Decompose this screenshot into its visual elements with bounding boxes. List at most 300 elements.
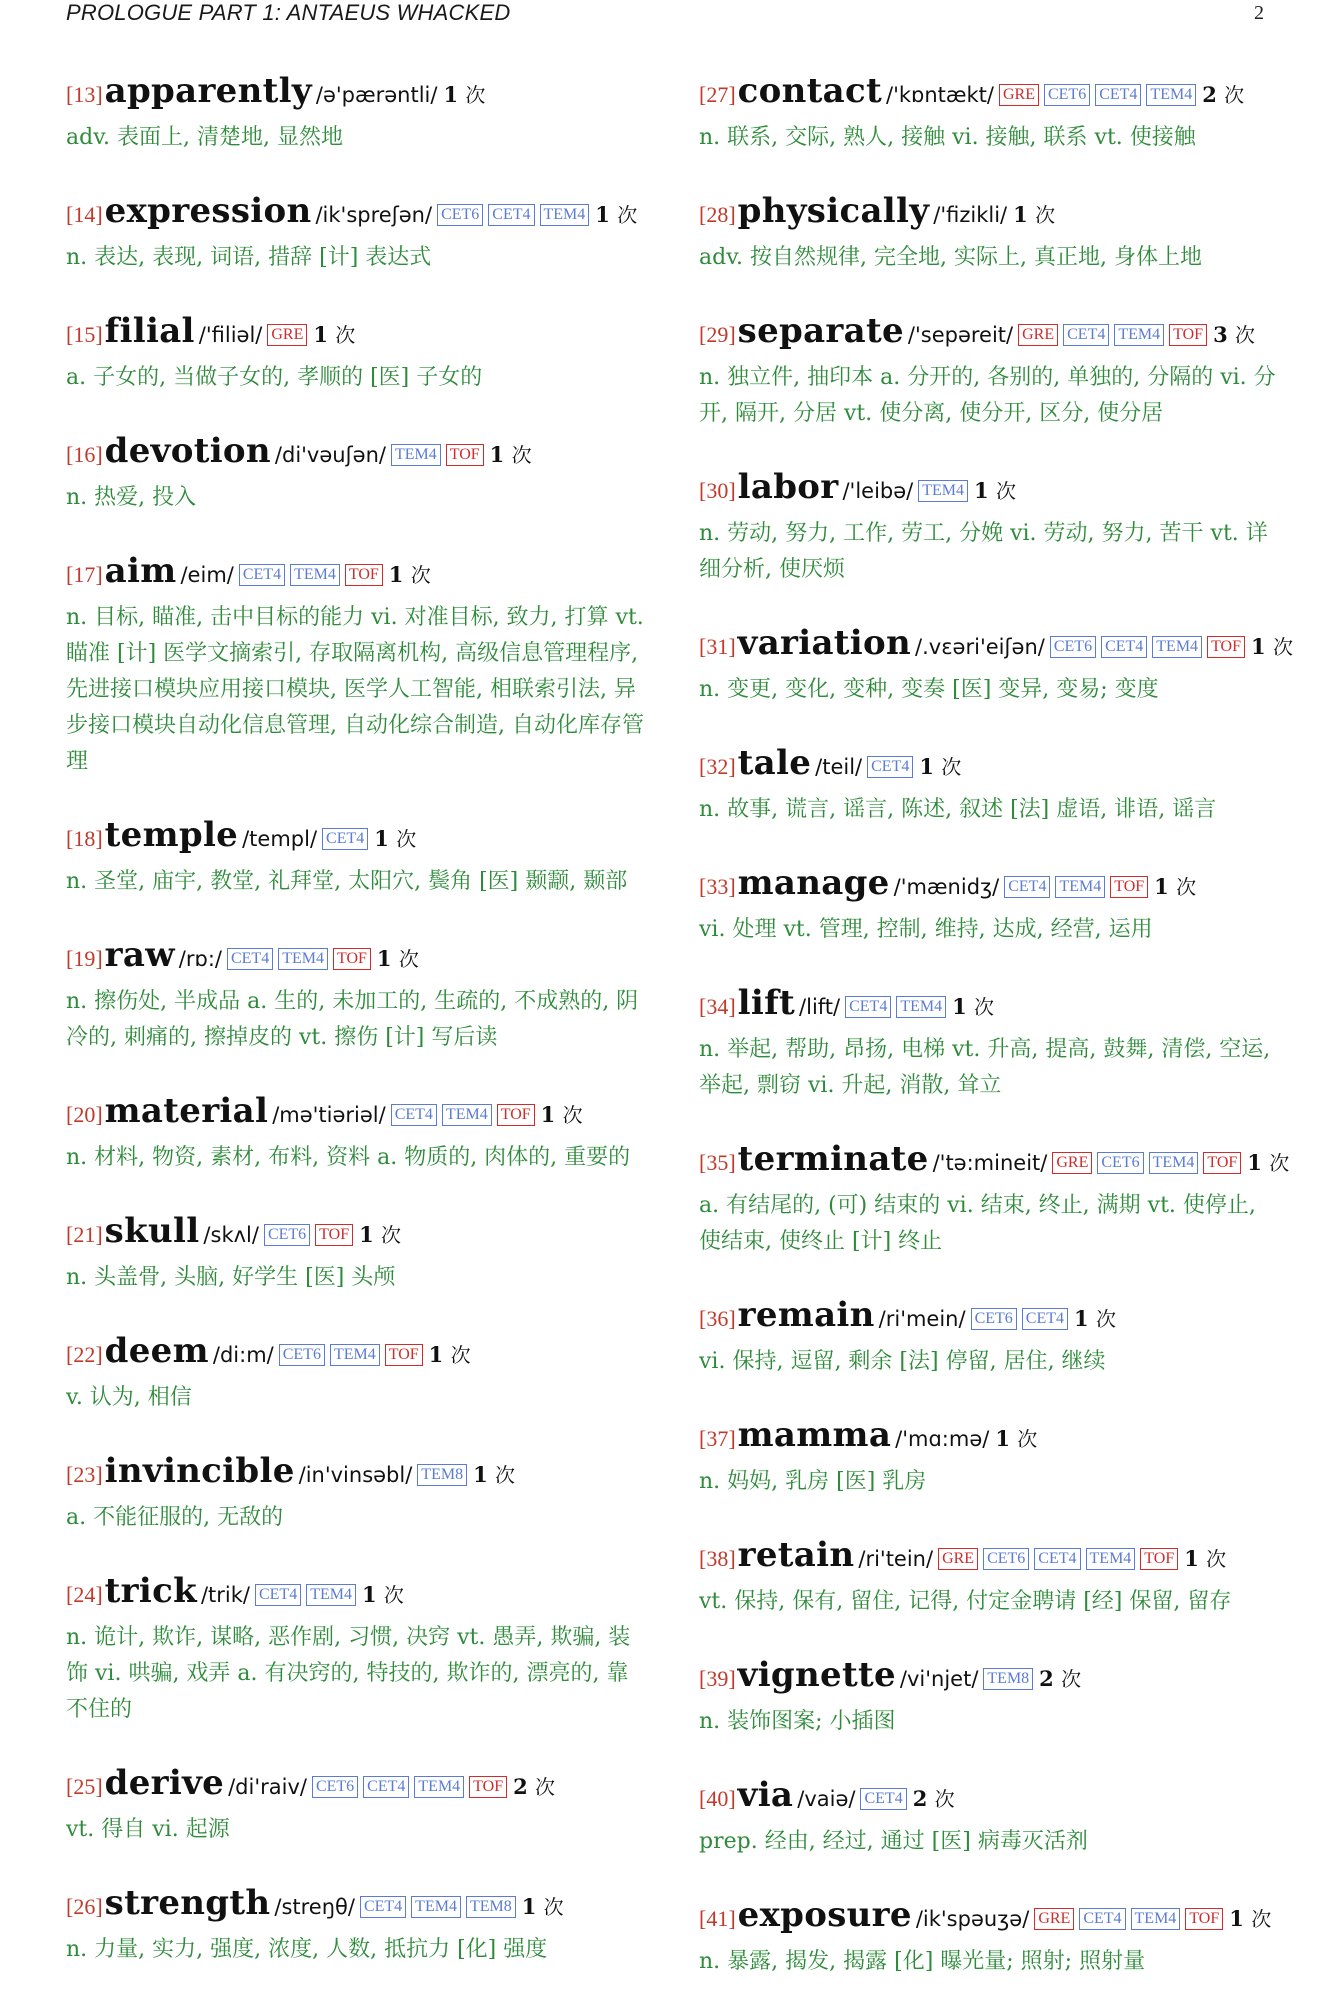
definition: n. 劳动, 努力, 工作, 劳工, 分娩 vi. 劳动, 努力, 苦干 vt. 详细分析, 使厌烦: [699, 521, 1268, 582]
entry-head: [66, 68, 646, 120]
frequency: 1 次: [995, 1426, 1038, 1451]
definition: n. 热爱, 投入: [66, 485, 197, 510]
entry-number: [32]: [699, 754, 736, 779]
definition: n. 独立件, 抽印本 a. 分开的, 各别的, 单独的, 分隔的 vi. 分开, 隔开, 分居 vt. 使分离, 使分开, 区分, 使分居: [699, 365, 1276, 426]
frequency: 1 次: [359, 1222, 402, 1247]
exam-tag: TEM4: [1086, 1548, 1136, 1570]
exam-tag: CET6: [1097, 1152, 1143, 1174]
frequency-unit: 次: [335, 323, 356, 347]
exam-tag: TEM4: [1055, 876, 1105, 898]
entry-head: [66, 428, 646, 480]
definition: a. 子女的, 当做子女的, 孝顺的 [医] 子女的: [66, 365, 483, 390]
definition: a. 有结尾的, (可) 结束的 vi. 结束, 终止, 满期 vt. 使停止, 使结束, 使终止 [计] 终止: [699, 1193, 1256, 1254]
frequency: 2 次: [1202, 82, 1245, 107]
exam-tag: CET4: [1022, 1308, 1068, 1330]
pronunciation: /di'raiv/: [228, 1775, 307, 1799]
frequency: 1 次: [428, 1342, 471, 1367]
vocab-entry: [66, 1088, 646, 1176]
pronunciation: /trik/: [200, 1583, 250, 1607]
exam-tag: GRE: [1052, 1152, 1092, 1174]
entry-head: [66, 188, 646, 240]
frequency-unit: 次: [974, 995, 995, 1019]
exam-tag: TOF: [1207, 636, 1245, 658]
entry-head: [699, 740, 1279, 792]
frequency-unit: 次: [617, 203, 638, 227]
frequency-unit: 次: [1235, 323, 1255, 347]
vocab-entry: [66, 812, 646, 900]
exam-tag: CET4: [1101, 636, 1147, 658]
vocab-entry: [66, 548, 646, 780]
headword: material: [104, 1091, 269, 1131]
frequency: 1 次: [521, 1894, 564, 1919]
entry-head: [699, 1292, 1279, 1344]
vocab-entry: [66, 68, 646, 156]
frequency: 1 次: [1074, 1306, 1116, 1331]
pronunciation: /in'vinsəbl/: [298, 1463, 413, 1487]
vocab-entry: [699, 1772, 1279, 1860]
headword: skull: [104, 1211, 200, 1251]
exam-tag: TEM4: [290, 564, 340, 586]
frequency: 1 次: [540, 1102, 583, 1127]
exam-tag: TEM4: [1131, 1908, 1181, 1930]
vocab-entry: [699, 1292, 1279, 1380]
vocab-entry: [699, 860, 1279, 948]
vocab-entry: [699, 1136, 1290, 1260]
exam-tag: TOF: [385, 1344, 423, 1366]
headword: mamma: [737, 1415, 892, 1455]
definition: a. 不能征服的, 无敌的: [66, 1505, 284, 1530]
frequency-unit: 次: [1035, 203, 1056, 227]
definition: n. 妈妈, 乳房 [医] 乳房: [699, 1469, 927, 1494]
definition: n. 联系, 交际, 熟人, 接触 vi. 接触, 联系 vt. 使接触: [699, 125, 1196, 150]
pronunciation: /teil/: [815, 755, 863, 779]
pronunciation: /ri'tein/: [858, 1547, 934, 1571]
exam-tag: CET4: [488, 204, 534, 226]
entry-head: [699, 1412, 1279, 1464]
frequency: 1 次: [1154, 874, 1197, 899]
headword: terminate: [737, 1139, 929, 1179]
entry-number: [21]: [66, 1222, 103, 1247]
headword: strength: [104, 1883, 271, 1923]
frequency: 1 次: [919, 754, 962, 779]
vocab-entry: [66, 428, 646, 516]
frequency-unit: 次: [511, 443, 532, 467]
pronunciation: /.vɛəri'eiʃən/: [915, 635, 1045, 659]
vocab-entry: [699, 464, 1279, 588]
definition: n. 头盖骨, 头脑, 好学生 [医] 头颅: [66, 1265, 396, 1290]
frequency-unit: 次: [941, 755, 962, 779]
frequency-unit: 次: [1017, 1427, 1038, 1451]
definition: n. 材料, 物资, 素材, 布料, 资料 a. 物质的, 肉体的, 重要的: [66, 1145, 631, 1170]
exam-tag: CET6: [971, 1308, 1017, 1330]
entry-number: [24]: [66, 1582, 103, 1607]
entry-number: [26]: [66, 1894, 103, 1919]
frequency-unit: 次: [1251, 1907, 1272, 1931]
right-column: [699, 68, 1293, 2012]
vocab-entry: [699, 68, 1279, 156]
definition: adv. 按自然规律, 完全地, 实际上, 真正地, 身体上地: [699, 245, 1202, 270]
frequency-unit: 次: [1095, 1307, 1116, 1331]
pronunciation: /'filiəl/: [198, 323, 263, 347]
frequency: 1 次: [1251, 634, 1293, 659]
entry-head: [66, 1328, 646, 1380]
exam-tag: CET4: [239, 564, 285, 586]
exam-tag: TOF: [1110, 876, 1148, 898]
exam-tag: CET4: [860, 1788, 906, 1810]
entry-number: [18]: [66, 826, 103, 851]
entry-head: [699, 1652, 1279, 1704]
pronunciation: /ə'pærəntli/: [315, 83, 438, 107]
exam-tag: TEM8: [417, 1464, 467, 1486]
exam-tag: CET4: [360, 1896, 406, 1918]
headword: raw: [104, 935, 175, 975]
exam-tag: TEM4: [918, 480, 968, 502]
exam-tag: CET4: [1063, 324, 1109, 346]
frequency-unit: 次: [381, 1223, 402, 1247]
exam-tag: CET4: [322, 828, 368, 850]
vocab-entry: [66, 1568, 646, 1728]
entry-number: [14]: [66, 202, 103, 227]
vocab-entry: [66, 308, 646, 396]
definition: n. 擦伤处, 半成品 a. 生的, 未加工的, 生疏的, 不成熟的, 阴冷的, 刺痛的, 擦掉皮的 vt. 擦伤 [计] 写后读: [66, 989, 639, 1050]
entry-head: [66, 812, 646, 864]
exam-tag: TEM4: [442, 1104, 492, 1126]
pronunciation: /ik'spreʃən/: [315, 203, 433, 227]
entry-head: [699, 68, 1279, 120]
headword: temple: [104, 815, 239, 855]
exam-tag: TEM8: [466, 1896, 516, 1918]
exam-tag: TEM4: [330, 1344, 380, 1366]
exam-tag: TEM4: [306, 1584, 356, 1606]
exam-tag: CET6: [437, 204, 483, 226]
frequency: 1 次: [313, 322, 356, 347]
exam-tag: TEM4: [278, 948, 328, 970]
pronunciation: /eim/: [180, 563, 234, 587]
frequency: 3 次: [1213, 322, 1255, 347]
frequency-unit: 次: [1061, 1667, 1082, 1691]
definition: vi. 处理 vt. 管理, 控制, 维持, 达成, 经营, 运用: [699, 917, 1153, 942]
entry-number: [31]: [699, 634, 736, 659]
entry-head: [66, 308, 646, 360]
headword: apparently: [104, 71, 312, 111]
frequency: 2 次: [1039, 1666, 1082, 1691]
headword: manage: [737, 863, 890, 903]
frequency-unit: 次: [1176, 875, 1197, 899]
exam-tag: TOF: [1203, 1152, 1241, 1174]
definition: vt. 保持, 保有, 留住, 记得, 付定金聘请 [经] 保留, 留存: [699, 1589, 1232, 1614]
vocab-entry: [699, 1892, 1279, 1980]
vocab-entry: [699, 980, 1279, 1104]
entry-number: [20]: [66, 1102, 103, 1127]
entry-number: [19]: [66, 946, 103, 971]
entry-head: [66, 1880, 646, 1932]
headword: retain: [737, 1535, 855, 1575]
frequency: 1 次: [376, 946, 419, 971]
pronunciation: /'kɒntækt/: [886, 83, 994, 107]
headword: derive: [104, 1763, 225, 1803]
entry-head: [699, 1136, 1290, 1188]
pronunciation: /vaiə/: [797, 1787, 856, 1811]
frequency: 1 次: [374, 826, 417, 851]
exam-tag: CET4: [867, 756, 913, 778]
vocab-entry: [66, 1328, 646, 1416]
entry-number: [28]: [699, 202, 736, 227]
entry-head: [66, 548, 646, 600]
exam-tag: CET4: [363, 1776, 409, 1798]
exam-tag: GRE: [1018, 324, 1058, 346]
pronunciation: /streŋθ/: [274, 1895, 355, 1919]
frequency: 1 次: [1247, 1150, 1290, 1175]
frequency-unit: 次: [995, 479, 1016, 503]
exam-tag: CET4: [391, 1104, 437, 1126]
definition: n. 举起, 帮助, 昂扬, 电梯 vt. 升高, 提高, 鼓舞, 清偿, 空运, 举起, 剽窃 vi. 升起, 消散, 耸立: [699, 1037, 1271, 1098]
exam-tag: CET6: [1050, 636, 1096, 658]
entry-head: [66, 1760, 646, 1812]
exam-tag: TEM4: [1114, 324, 1164, 346]
frequency-unit: 次: [495, 1463, 516, 1487]
entry-head: [66, 1208, 646, 1260]
exam-tag: TOF: [1169, 324, 1207, 346]
entry-number: [13]: [66, 82, 103, 107]
vocab-entry: [699, 308, 1279, 432]
pronunciation: /ri'mein/: [878, 1307, 966, 1331]
exam-tag: CET4: [1079, 1908, 1125, 1930]
entry-head: [66, 1088, 646, 1140]
page-header-title: PROLOGUE PART 1: ANTAEUS WHACKED: [66, 0, 511, 25]
entry-head: [66, 932, 646, 984]
headword: via: [737, 1775, 794, 1815]
entry-number: [39]: [699, 1666, 736, 1691]
headword: invincible: [104, 1451, 295, 1491]
exam-tag: CET4: [255, 1584, 301, 1606]
exam-tag: CET6: [983, 1548, 1029, 1570]
entry-number: [41]: [699, 1906, 736, 1931]
entry-head: [699, 308, 1279, 360]
exam-tag: CET6: [279, 1344, 325, 1366]
exam-tag: CET6: [264, 1224, 310, 1246]
page-number: 2: [1254, 2, 1264, 24]
entry-number: [29]: [699, 322, 736, 347]
entry-number: [15]: [66, 322, 103, 347]
vocab-entry: [699, 740, 1279, 828]
definition: n. 暴露, 揭发, 揭露 [化] 曝光量; 照射; 照射量: [699, 1949, 1146, 1974]
headword: variation: [737, 623, 912, 663]
exam-tag: TEM4: [391, 444, 441, 466]
entry-head: [699, 1772, 1279, 1824]
entry-number: [40]: [699, 1786, 736, 1811]
frequency-unit: 次: [1269, 1151, 1290, 1175]
vocab-entry: [66, 1880, 646, 1968]
frequency-unit: 次: [383, 1583, 404, 1607]
headword: separate: [737, 311, 904, 351]
exam-tag: TEM4: [1152, 636, 1202, 658]
exam-tag: GRE: [999, 84, 1039, 106]
pronunciation: /'leibə/: [842, 479, 914, 503]
exam-tag: TOF: [469, 1776, 507, 1798]
exam-tag: CET6: [312, 1776, 358, 1798]
vocab-entry: [66, 1448, 646, 1536]
exam-tag: TOF: [345, 564, 383, 586]
headword: expression: [104, 191, 312, 231]
definition: vi. 保持, 逗留, 剩余 [法] 停留, 居住, 继续: [699, 1349, 1106, 1374]
frequency: 1 次: [1184, 1546, 1227, 1571]
pronunciation: /lift/: [799, 995, 841, 1019]
entry-number: [34]: [699, 994, 736, 1019]
frequency-unit: 次: [1224, 83, 1245, 107]
pronunciation: /'mɑ:mə/: [895, 1427, 990, 1451]
vocab-entry: [66, 1208, 646, 1296]
frequency-unit: 次: [535, 1775, 556, 1799]
definition: n. 装饰图案; 小插图: [699, 1709, 896, 1734]
entry-number: [38]: [699, 1546, 736, 1571]
vocab-entry: [66, 188, 646, 276]
pronunciation: /vi'njet/: [899, 1667, 979, 1691]
vocab-entry: [699, 620, 1293, 708]
exam-tag: TEM4: [411, 1896, 461, 1918]
headword: labor: [737, 467, 839, 507]
entry-number: [17]: [66, 562, 103, 587]
exam-tag: CET4: [1034, 1548, 1080, 1570]
definition: n. 力量, 实力, 强度, 浓度, 人数, 抵抗力 [化] 强度: [66, 1937, 548, 1962]
entry-head: [66, 1448, 646, 1500]
exam-tag: TEM4: [896, 996, 946, 1018]
frequency-unit: 次: [450, 1343, 471, 1367]
frequency: 1 次: [443, 82, 486, 107]
entry-head: [66, 1568, 646, 1620]
definition: v. 认为, 相信: [66, 1385, 192, 1410]
vocab-entry: [699, 1652, 1279, 1740]
exam-tag: GRE: [1034, 1908, 1074, 1930]
frequency: 2 次: [912, 1786, 955, 1811]
frequency: 1 次: [489, 442, 532, 467]
frequency: 1 次: [1013, 202, 1056, 227]
exam-tag: TOF: [1185, 1908, 1223, 1930]
exam-tag: TOF: [1140, 1548, 1178, 1570]
entry-head: [699, 980, 1279, 1032]
definition: adv. 表面上, 清楚地, 显然地: [66, 125, 343, 150]
frequency-unit: 次: [1206, 1547, 1227, 1571]
definition: n. 故事, 谎言, 谣言, 陈述, 叙述 [法] 虚语, 诽语, 谣言: [699, 797, 1217, 822]
exam-tag: CET4: [227, 948, 273, 970]
headword: vignette: [737, 1655, 896, 1695]
headword: exposure: [737, 1895, 912, 1935]
definition: n. 诡计, 欺诈, 谋略, 恶作剧, 习惯, 决窍 vt. 愚弄, 欺骗, 装饰 vi. 哄骗, 戏弄 a. 有决窍的, 特技的, 欺诈的, 漂亮的, 靠不住的: [66, 1625, 631, 1722]
definition: prep. 经由, 经过, 通过 [医] 病毒灭活剂: [699, 1829, 1088, 1854]
entry-number: [27]: [699, 82, 736, 107]
headword: contact: [737, 71, 882, 111]
headword: devotion: [104, 431, 271, 471]
frequency-unit: 次: [410, 563, 431, 587]
vocab-entry: [66, 1760, 646, 1848]
definition: n. 目标, 瞄准, 击中目标的能力 vi. 对准目标, 致力, 打算 vt. 瞄准 [计] 医学文摘索引, 存取隔离机构, 高级信息管理程序, 先进接口模块应用接口模块, 医学人工智能, 相联索引法, 异步接口模块自动化信息管理, 自动化综合制造, 自动化库存管理: [66, 605, 644, 774]
pronunciation: /ik'spəuʒə/: [915, 1907, 1030, 1931]
frequency: 1 次: [361, 1582, 404, 1607]
frequency: 1 次: [388, 562, 431, 587]
headword: remain: [737, 1295, 875, 1335]
exam-tag: TOF: [446, 444, 484, 466]
entry-head: [699, 1892, 1279, 1944]
exam-tag: CET4: [1004, 876, 1050, 898]
entry-head: [699, 860, 1279, 912]
exam-tag: CET4: [1095, 84, 1141, 106]
definition: n. 变更, 变化, 变种, 变奏 [医] 变异, 变易; 变度: [699, 677, 1159, 702]
pronunciation: /skʌl/: [203, 1223, 259, 1247]
exam-tag: GRE: [938, 1548, 978, 1570]
entry-number: [37]: [699, 1426, 736, 1451]
frequency-unit: 次: [396, 827, 417, 851]
pronunciation: /'sepəreit/: [907, 323, 1014, 347]
entry-number: [30]: [699, 478, 736, 503]
frequency: 1 次: [1229, 1906, 1272, 1931]
vocab-entry: [699, 1412, 1279, 1500]
entry-number: [23]: [66, 1462, 103, 1487]
pronunciation: /templ/: [242, 827, 318, 851]
pronunciation: /'tə:mineit/: [932, 1151, 1048, 1175]
entry-number: [36]: [699, 1306, 736, 1331]
exam-tag: TEM4: [540, 204, 590, 226]
definition: vt. 得自 vi. 起源: [66, 1817, 230, 1842]
frequency-unit: 次: [465, 83, 486, 107]
headword: physically: [737, 191, 930, 231]
frequency-unit: 次: [934, 1787, 955, 1811]
pronunciation: /rɒ:/: [178, 947, 222, 971]
exam-tag: GRE: [267, 324, 307, 346]
frequency: 2 次: [513, 1774, 556, 1799]
frequency: 1 次: [952, 994, 995, 1019]
frequency-unit: 次: [398, 947, 419, 971]
frequency: 1 次: [473, 1462, 516, 1487]
frequency-unit: 次: [1272, 635, 1293, 659]
exam-tag: CET6: [1044, 84, 1090, 106]
frequency: 1 次: [595, 202, 638, 227]
frequency: 1 次: [974, 478, 1016, 503]
frequency-unit: 次: [562, 1103, 583, 1127]
vocab-entry: [699, 188, 1279, 276]
entry-number: [33]: [699, 874, 736, 899]
definition: n. 圣堂, 庙宇, 教堂, 礼拜堂, 太阳穴, 鬓角 [医] 颞颥, 颞部: [66, 869, 628, 894]
vocab-entry: [699, 1532, 1279, 1620]
exam-tag: TOF: [333, 948, 371, 970]
exam-tag: CET4: [845, 996, 891, 1018]
entry-head: [699, 464, 1279, 516]
vocab-entry: [66, 932, 646, 1056]
entry-number: [22]: [66, 1342, 103, 1367]
exam-tag: TEM4: [1146, 84, 1196, 106]
left-column: [66, 68, 646, 2000]
entry-number: [35]: [699, 1150, 736, 1175]
exam-tag: TEM4: [1149, 1152, 1199, 1174]
entry-head: [699, 188, 1279, 240]
headword: trick: [104, 1571, 197, 1611]
exam-tag: TEM8: [983, 1668, 1033, 1690]
exam-tag: TEM4: [414, 1776, 464, 1798]
entry-number: [16]: [66, 442, 103, 467]
entry-head: [699, 1532, 1279, 1584]
pronunciation: /di'vəuʃən/: [274, 443, 386, 467]
entry-head: [699, 620, 1293, 672]
pronunciation: /mə'tiəriəl/: [272, 1103, 386, 1127]
pronunciation: /'fizikli/: [933, 203, 1008, 227]
entry-number: [25]: [66, 1774, 103, 1799]
headword: filial: [104, 311, 195, 351]
headword: aim: [104, 551, 177, 591]
frequency-unit: 次: [543, 1895, 564, 1919]
headword: deem: [104, 1331, 209, 1371]
definition: n. 表达, 表现, 词语, 措辞 [计] 表达式: [66, 245, 432, 270]
exam-tag: TOF: [497, 1104, 535, 1126]
headword: lift: [737, 983, 796, 1023]
headword: tale: [737, 743, 812, 783]
